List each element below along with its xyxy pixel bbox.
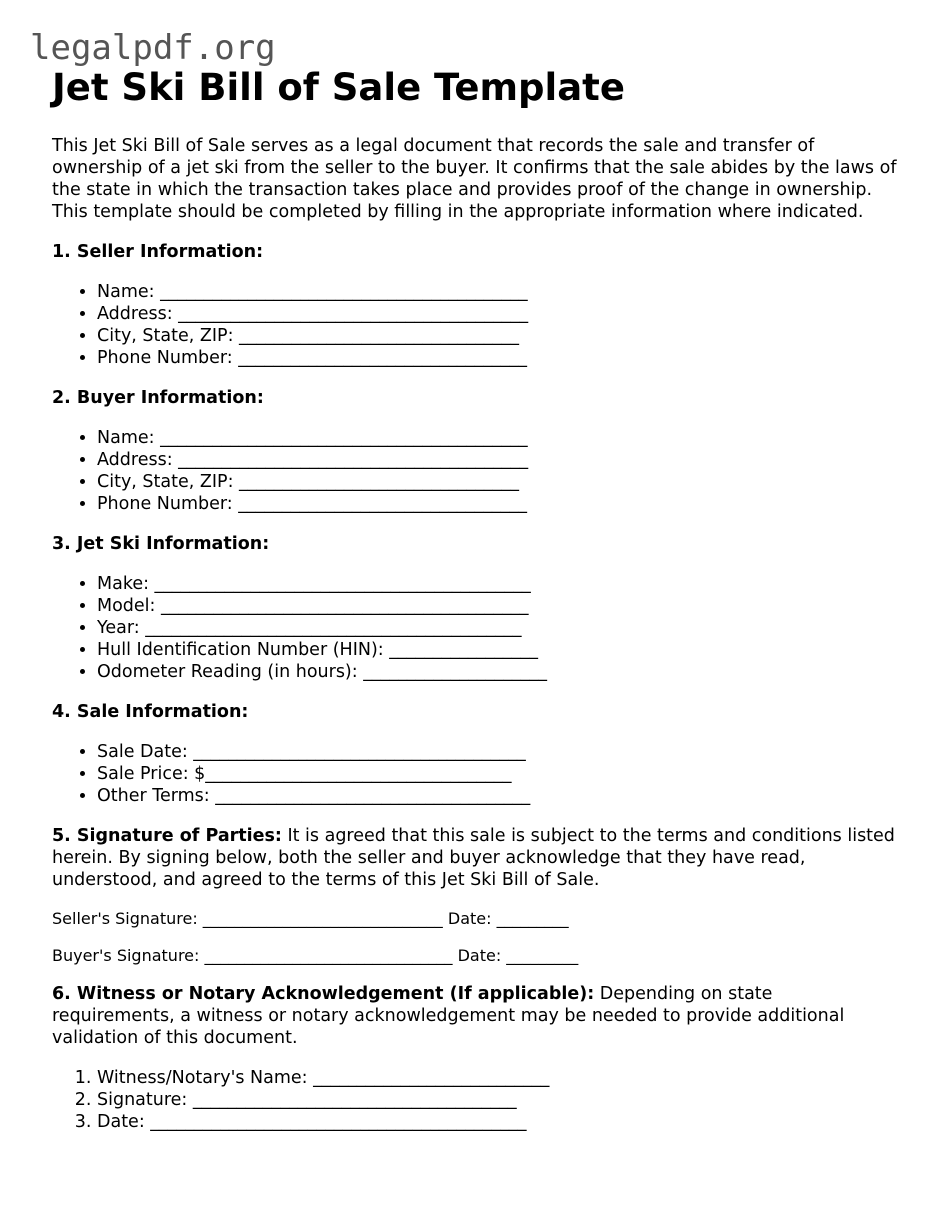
- buyer-signature-line: Buyer's Signature: _______________________________ Date: _________: [52, 946, 579, 965]
- watermark-logo: legalpdf.org: [30, 28, 276, 68]
- jetski-hin-field: • Hull Identification Number (HIN): _________________: [97, 639, 897, 661]
- signature-section-text: It is agreed that this sale is subject to the terms and conditions listed herein. By signing below, both the seller and buyer acknowledge that they have read, understood, and agreed to the terms of this Jet Ski Bill of Sale.: [52, 826, 895, 890]
- witness-field-list: [52, 1067, 897, 1133]
- seller-address-field: • Address: ________________________________________: [97, 303, 897, 325]
- buyer-phone-field: • Phone Number: _________________________________: [97, 493, 897, 515]
- witness-name-field: 1. Witness/Notary's Name: ___________________________: [97, 1067, 897, 1089]
- jetski-field-list: [52, 573, 897, 683]
- buyer-address-field: • Address: ________________________________________: [97, 449, 897, 471]
- jetski-section-heading: 3. Jet Ski Information:: [52, 534, 270, 554]
- buyer-name-field: • Name: __________________________________________: [97, 427, 897, 449]
- intro-paragraph: This Jet Ski Bill of Sale serves as a legal document that records the sale and transfer of ownership of a jet ski from the seller to the buyer. It confirms that the sale abides by the laws of the state in which the transaction takes place and provides proof of the change in ownership. This template should be completed by filling in the appropriate information where indicated.: [52, 136, 897, 222]
- signature-section-heading: 5. Signature of Parties:: [52, 826, 282, 846]
- sale-price-field: • Sale Price: $___________________________________: [97, 763, 897, 785]
- seller-phone-field: • Phone Number: _________________________________: [97, 347, 897, 369]
- buyer-section-heading: 2. Buyer Information:: [52, 388, 264, 408]
- seller-section-heading: 1. Seller Information:: [52, 242, 264, 262]
- witness-signature-field: 2. Signature: _____________________________________: [97, 1089, 897, 1111]
- jetski-make-field: • Make: ___________________________________________: [97, 573, 897, 595]
- witness-section-heading: 6. Witness or Notary Acknowledgement (If applicable):: [52, 984, 595, 1004]
- document-title: Jet Ski Bill of Sale Template: [52, 66, 625, 109]
- witness-section-paragraph: [52, 983, 897, 1049]
- jetski-model-field: • Model: __________________________________________: [97, 595, 897, 617]
- signature-section-paragraph: [52, 825, 897, 891]
- seller-signature-line: Seller's Signature: ______________________________ Date: _________: [52, 909, 569, 928]
- buyer-field-list: [52, 427, 897, 515]
- sale-other-terms-field: • Other Terms: ____________________________________: [97, 785, 897, 807]
- seller-city-state-zip-field: • City, State, ZIP: ________________________________: [97, 325, 897, 347]
- sale-field-list: [52, 741, 897, 807]
- sale-date-field: • Sale Date: ______________________________________: [97, 741, 897, 763]
- jetski-odometer-field: • Odometer Reading (in hours): _____________________: [97, 661, 897, 683]
- buyer-city-state-zip-field: • City, State, ZIP: ________________________________: [97, 471, 897, 493]
- sale-section-heading: 4. Sale Information:: [52, 702, 249, 722]
- seller-field-list: [52, 281, 897, 369]
- jetski-year-field: • Year: ___________________________________________: [97, 617, 897, 639]
- seller-name-field: • Name: __________________________________________: [97, 281, 897, 303]
- witness-date-field: 3. Date: ___________________________________________: [97, 1111, 897, 1133]
- document-page: [52, 66, 897, 1133]
- witness-section-text: Depending on state requirements, a witness or notary acknowledgement may be needed to provide additional validation of this document.: [52, 984, 845, 1048]
